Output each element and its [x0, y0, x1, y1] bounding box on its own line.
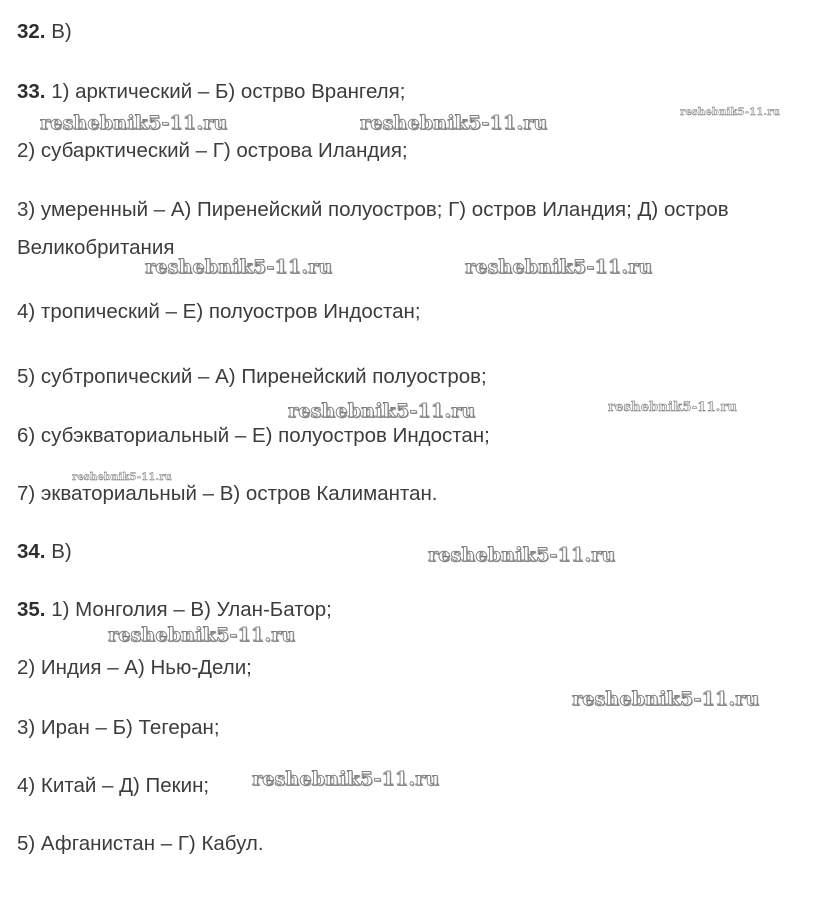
watermark-text: reshebnik5-11.ru	[108, 624, 296, 646]
answer-32	[17, 20, 72, 44]
answer-32-text: В)	[45, 20, 72, 43]
answer-33-line-3: 3) умеренный – А) Пиренейский полуостров; Г) остров Иландия; Д) остров	[17, 198, 729, 221]
watermark-text: reshebnik5-11.ru	[572, 688, 760, 710]
answer-34-text: В)	[45, 540, 72, 563]
answer-35-line-4: 4) Китай – Д) Пекин;	[17, 774, 210, 797]
watermark-text: reshebnik5-11.ru	[360, 112, 548, 134]
answer-33-line-1	[17, 80, 405, 104]
answer-33-line-6: 6) субэкваториальный – Е) полуостров Индостан;	[17, 424, 490, 447]
answer-35-line-3: 3) Иран – Б) Тегеран;	[17, 716, 220, 739]
answer-35-text-1: 1) Монголия – В) Улан-Батор;	[45, 598, 332, 621]
answer-33-text-1: 1) арктический – Б) острво Врангеля;	[45, 80, 406, 103]
watermark-text: reshebnik5-11.ru	[428, 544, 616, 566]
watermark-text: reshebnik5-11.ru	[608, 400, 738, 415]
answer-33-line-2: 2) субарктический – Г) острова Иландия;	[17, 139, 408, 162]
answer-32-number: 32.	[17, 20, 46, 43]
answer-35-line-1	[17, 598, 332, 622]
watermark-text: reshebnik5-11.ru	[40, 112, 228, 134]
watermark-text: reshebnik5-11.ru	[145, 256, 333, 278]
answer-35-number: 35.	[17, 598, 46, 621]
watermark-text: reshebnik5-11.ru	[465, 256, 653, 278]
answer-33-line-3b: Великобритания	[17, 236, 175, 259]
watermark-text: reshebnik5-11.ru	[72, 472, 173, 483]
answer-33-line-7: 7) экваториальный – В) остров Калимантан.	[17, 482, 438, 505]
answer-33-number: 33.	[17, 80, 46, 103]
watermark-text: reshebnik5-11.ru	[680, 107, 781, 118]
answer-35-line-2: 2) Индия – А) Нью-Дели;	[17, 656, 252, 679]
answer-34	[17, 540, 72, 564]
answer-35-line-5: 5) Афганистан – Г) Кабул.	[17, 832, 264, 855]
watermark-text: reshebnik5-11.ru	[252, 768, 440, 790]
answer-33-line-4: 4) тропический – Е) полуостров Индостан;	[17, 300, 421, 323]
answer-34-number: 34.	[17, 540, 46, 563]
watermark-text: reshebnik5-11.ru	[288, 400, 476, 422]
answer-33-line-5: 5) субтропический – А) Пиренейский полуостров;	[17, 365, 487, 388]
